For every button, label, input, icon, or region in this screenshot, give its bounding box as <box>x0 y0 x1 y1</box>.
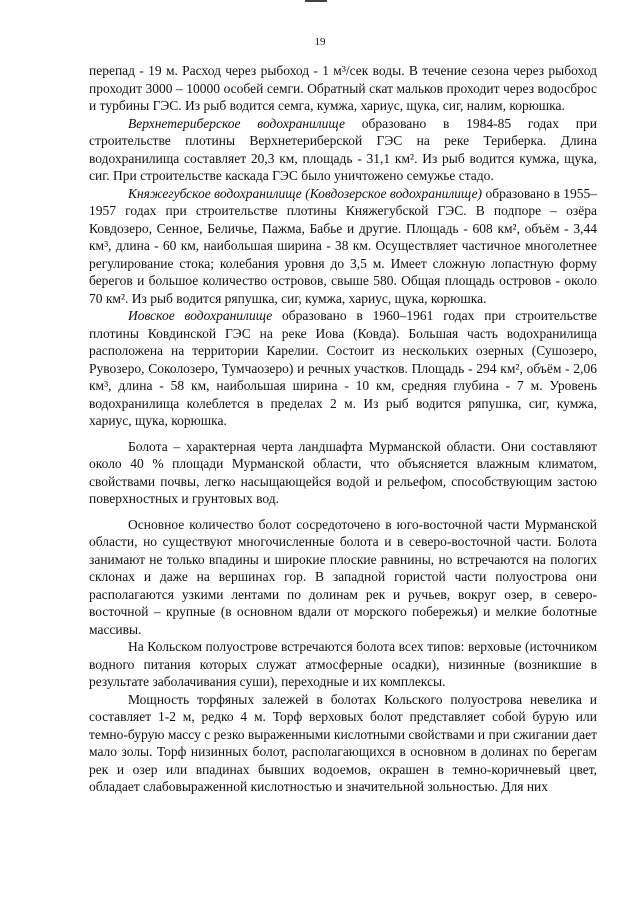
page-number: 19 <box>314 36 326 48</box>
page-top-mark <box>305 0 327 2</box>
paragraph-text: Болота – характерная черта ландшафта Мурманской области. Они составляют около 40 % площади Мурманской области, что объясняется влажным климатом, свойствами почвы, легко насыщающейся водой и рельефом, способствующим застою поверхностных и грунтовых вод. <box>89 438 597 506</box>
paragraph <box>89 62 597 115</box>
paragraph-text: образовано в 1960–1961 годах при строительстве плотины Ковдинской ГЭС на реке Иова (Ковда). Большая часть водохранилища расположена на территории Карелии. Состоит из нескольких озерных (Сушозеро, Рувозеро, Соколозеро, Тумчаозеро) и речных участков. Площадь - 294 км², объём - 2,06 км³, длина - 58 км, наибольшая ширина - 10 км, средняя глубина - 7 м. Уровень водохранилища колеблется в пределах 2 м. Из рыб водится ряпушка, сиг, кумжа, хариус, щука, корюшка. <box>89 308 597 428</box>
paragraph <box>89 115 597 185</box>
paragraph-term: Иовское водохранилище <box>128 308 273 323</box>
paragraph <box>89 516 597 639</box>
paragraph <box>89 638 597 691</box>
paragraph-text: Основное количество болот сосредоточено в юго-восточной части Мурманской области, но существуют многочисленные болота и в северо-восточной части. Болота занимают не только впадины и широкие плоские равнины, но встречаются на пологих склонах и даже на вершинах гор. В западной гористой части полуострова они располагаются узкими лентами по долинам рек и ручьев, вокруг озер, в северо-восточной – крупные (в основном вдали от морского побережья) и мелкие болотные массивы. <box>89 516 597 637</box>
paragraph <box>89 185 597 308</box>
paragraph-text: Мощность торфяных залежей в болотах Кольского полуострова невелика и составляет 1-2 м, редко 4 м. Торф верховых болот представляет собой бурую или темно-бурую массу с резко выраженными кислотными свойствами и при сжигании дает мало золы. Торф низинных болот, располагающихся в основном в долинах по берегам рек и озер или впадинах бывших водоемов, окрашен в темно-коричневый цвет, обладает слабовыраженной кислотностью и значительной зольностью. Для них <box>89 691 597 794</box>
paragraph-text: На Кольском полуострове встречаются болота всех типов: верховые (источником водного питания которых служат атмосферные осадки), низинные (возникшие в результате заболачивания суши), переходные и их комплексы. <box>89 639 597 689</box>
paragraph <box>89 691 597 796</box>
paragraph-term: Верхнетериберское водохранилище <box>128 115 345 131</box>
paragraph <box>89 438 597 508</box>
paragraph-term: Княжегубское водохранилище (Ковдозерское водохранилище) <box>128 185 483 201</box>
paragraph-text: перепад - 19 м. Расход через рыбоход - 1 м³/сек воды. В течение сезона через рыбоход проходит 3000 – 10000 особей семги. Обратный скат мальков проходит через водосброс и турбины ГЭС. Из рыб водится семга, кумжа, хариус, щука, сиг, налим, корюшка. <box>89 63 597 113</box>
paragraph-text: образовано в 1984-85 годах при строительстве плотины Верхнетериберской ГЭС на реке Териберка. Длина водохранилища составляет 20,3 км, площадь - 31,1 км². Из рыб водится кумжа, щука, сиг. При строительстве каскада ГЭС было уничтожено семужье стадо. <box>89 115 597 183</box>
body-text <box>89 62 597 796</box>
paragraph-text: образовано в 1955–1957 годах при строительстве плотины Княжегубской ГЭС. В подпоре – озёра Ковдозеро, Сенное, Беличье, Пажма, Бабье и другие. Площадь - 608 км², объём - 3,44 км³, длина - 60 км, наибольшая ширина - 38 км. Осуществляет частичное многолетнее регулирование стока; колебания уровня до 3,5 м. Имеет сложную лопастную форму берегов и большое количество островов, свыше 580. Общая площадь островов - около 70 км². Из рыб водится ряпушка, сиг, кумжа, хариус, щука, корюшка. <box>89 185 597 306</box>
paragraph <box>89 307 597 430</box>
